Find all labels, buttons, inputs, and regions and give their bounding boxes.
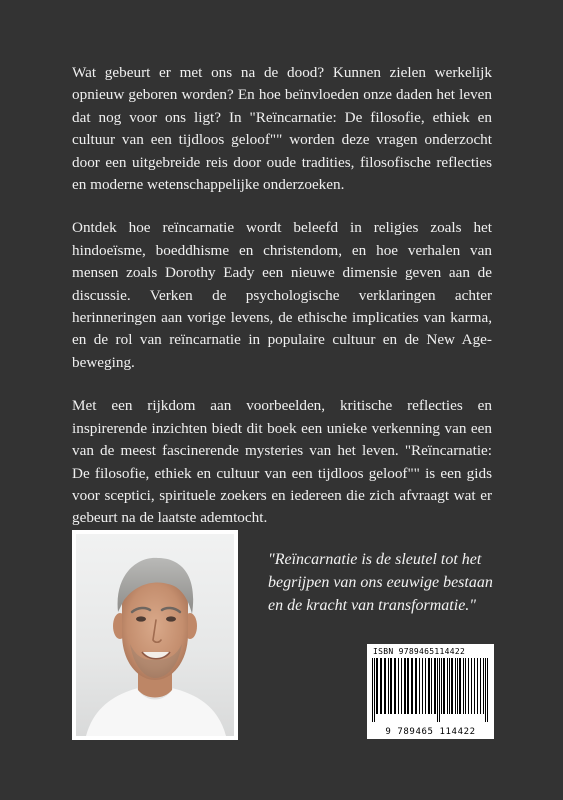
barcode-bar	[434, 658, 436, 714]
barcode-bar	[384, 658, 386, 714]
isbn-barcode	[367, 644, 494, 739]
barcode-bar	[447, 658, 448, 714]
barcode-bar	[485, 658, 486, 722]
barcode-bar	[465, 658, 466, 714]
barcode-bar	[401, 658, 402, 714]
isbn-label: ISBN 9789465114422	[373, 647, 466, 656]
barcode-bar	[380, 658, 382, 714]
barcode-bar	[398, 658, 399, 714]
barcode-bar	[457, 658, 458, 714]
barcode-bar	[407, 658, 409, 714]
barcode-bar	[437, 658, 438, 722]
author-portrait-illustration	[76, 534, 234, 736]
author-quote: "Reïncarnatie is de sleutel tot het begrijpen van ons eeuwige bestaan en de kracht van transformatie."	[268, 551, 493, 614]
barcode-bar	[390, 658, 392, 714]
barcode-bar	[428, 658, 430, 714]
barcode-bar	[471, 658, 472, 714]
barcode-bar	[477, 658, 478, 714]
barcode-bar	[468, 658, 469, 714]
barcode-bar	[431, 658, 432, 714]
barcode-bar	[480, 658, 481, 714]
barcode-bar	[439, 658, 440, 722]
barcode-bar	[411, 658, 413, 714]
barcode-bar	[422, 658, 423, 714]
barcode-bar	[459, 658, 461, 714]
blurb-text	[72, 62, 492, 551]
barcode-bar	[449, 658, 450, 714]
barcode-bar	[441, 658, 442, 714]
barcode-bar	[474, 658, 475, 714]
barcode-bar	[372, 658, 373, 722]
blurb-paragraph-1: Wat gebeurt er met ons na de dood? Kunnen zielen werkelijk opnieuw geboren worden? En hoe beïnvloeden onze daden het leven dat nog voor ons ligt? In "Reïncarnatie: De filosofie, ethiek en cultuur van een tijdloos geloof"" worden deze vragen onderzocht door een uitgebreide reis door oude tradities, filosofische reflecties en moderne wetenschappelijke onderzoeken.	[72, 64, 492, 194]
barcode-bar	[376, 658, 378, 714]
blurb-paragraph-2: Ontdek hoe reïncarnatie wordt beleefd in religies zoals het hindoeïsme, boeddhisme en christendom, en hoe verhalen van mensen zoals Dorothy Eady een nieuwe dimensie geven aan de discussie. Verken de psychologische verklaringen achter herinneringen aan vorige levens, de ethische implicaties van karma, en de rol van reïncarnatie in populaire cultuur en de New Age-beweging.	[72, 219, 492, 371]
barcode-bar	[487, 658, 488, 722]
barcode-bar	[415, 658, 417, 714]
barcode-bar	[483, 658, 484, 714]
barcode-bar	[374, 658, 375, 722]
barcode-bar	[451, 658, 453, 714]
barcode-bar	[394, 658, 396, 714]
author-photo	[76, 534, 234, 736]
barcode-bar	[463, 658, 464, 714]
barcode-bar	[443, 658, 445, 714]
isbn-digits: 9 789465 114422	[385, 727, 476, 737]
barcode-bar	[404, 658, 406, 714]
barcode-bars	[372, 658, 489, 722]
author-photo-frame	[72, 530, 238, 740]
barcode-bar	[419, 658, 420, 714]
barcode-bar	[425, 658, 426, 714]
blurb-paragraph-3: Met een rijkdom aan voorbeelden, kritische reflecties en inspirerende inzichten biedt dit boek een unieke verkenning van een van de meest fascinerende mysteries van het leven. "Reïncarnatie: De filosofie, ethiek en cultuur van een tijdloos geloof"" is een gids voor sceptici, spirituele zoekers en iedereen die zich afvraagt wat er gebeurt na de laatste ademtocht.	[72, 397, 492, 527]
barcode-bar	[455, 658, 456, 714]
barcode-bar	[388, 658, 389, 714]
